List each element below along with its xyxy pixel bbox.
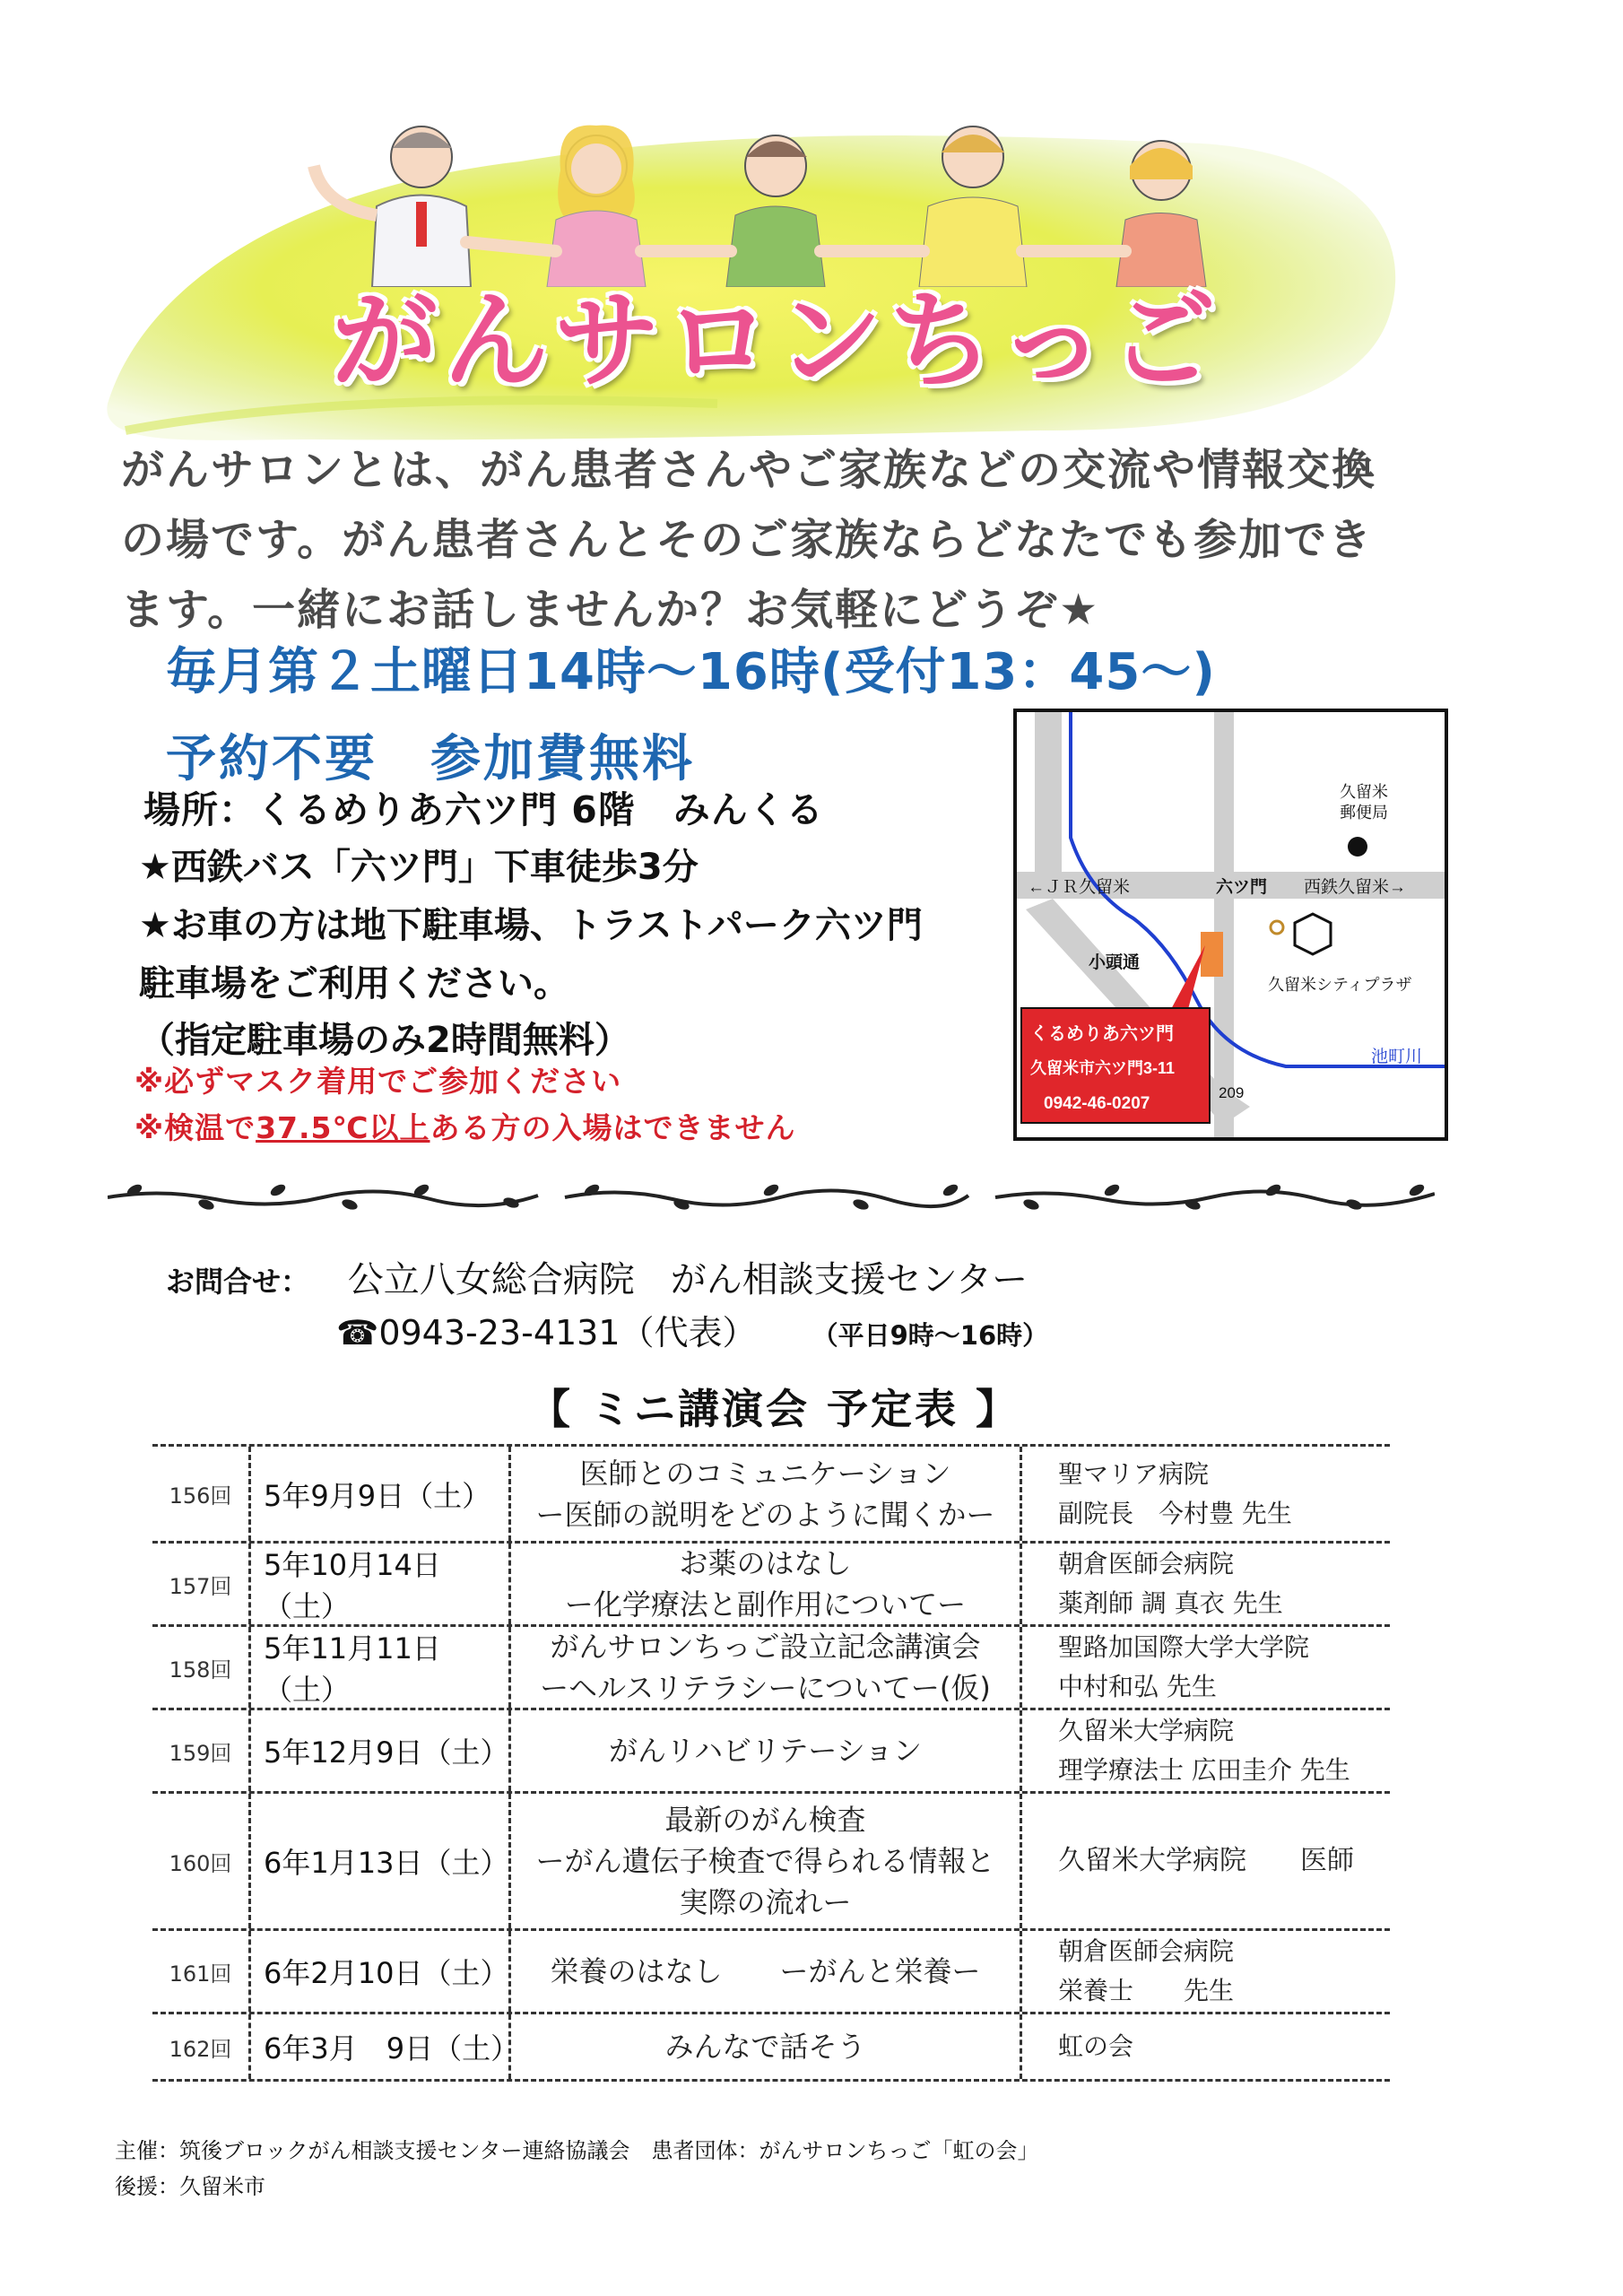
speaker-line: 久留米大学病院 医師 [1058, 1845, 1354, 1876]
lecture-speaker [1022, 1710, 1390, 1791]
mutsumon-label: 六ツ門 [1216, 878, 1268, 897]
lecture-number: 158回 [152, 1627, 251, 1708]
lecture-title [511, 1544, 1022, 1624]
city-plaza-label: 久留米シティプラザ [1268, 976, 1412, 994]
speaker-line: 中村和弘 先生 [1058, 1672, 1217, 1701]
post-office-label: 郵便局 [1340, 804, 1388, 822]
access-bus: ★西鉄バス「六ツ門」下車徒歩3分 [139, 847, 699, 888]
speaker-line: 聖マリア病院 [1058, 1458, 1210, 1489]
lecture-title-line: みんなで話そう [664, 2030, 866, 2064]
lecture-date: 5年9月9日（土） [251, 1447, 511, 1541]
map-drawing [1017, 712, 1445, 1137]
free-heading: 予約不要 参加費無料 [166, 730, 695, 788]
footer-host: 主催：筑後ブロックがん相談支援センター連絡協議会 患者団体：がんサロンちっご「虹の会」 [115, 2138, 1039, 2163]
city-plaza-marker [1295, 914, 1331, 954]
lecture-speaker [1022, 1931, 1390, 2012]
post-office-marker [1348, 837, 1367, 857]
lecture-title [511, 1627, 1022, 1708]
table-row [152, 1708, 1390, 1791]
temp-before: ※検温で [135, 1110, 256, 1145]
lecture-title [511, 1447, 1022, 1541]
venue-name: くるめりあ六ツ門 [1030, 1024, 1174, 1044]
nishitetsu-label: 西鉄久留米→ [1304, 878, 1407, 897]
lecture-title-line: 実際の流れー [679, 1885, 852, 1919]
lecture-title [511, 1931, 1022, 2012]
access-free-parking: （指定駐車場のみ2時間無料） [139, 1020, 630, 1061]
lecture-title [511, 1794, 1022, 1928]
speaker-line: 久留米大学病院 [1058, 1716, 1235, 1745]
temp-threshold: 37.5℃以上 [256, 1110, 430, 1145]
table-row [152, 1444, 1390, 1541]
contact-org: 公立八女総合病院 がん相談支援センター [347, 1259, 1028, 1300]
lecture-title-line: がんサロンちっご設立記念講演会 [550, 1630, 981, 1664]
contact-hours: （平日9時～16時） [812, 1320, 1049, 1351]
table-row [152, 2012, 1390, 2082]
lecture-speaker [1022, 1447, 1390, 1541]
speaker-line: 朝倉医師会病院 [1058, 1936, 1235, 1966]
lecture-title [511, 2014, 1022, 2079]
access-map [1013, 709, 1448, 1141]
lecture-date: 5年12月9日（土） [251, 1710, 511, 1791]
speaker-line: 薬剤師 調 真衣 先生 [1058, 1588, 1283, 1618]
lecture-number: 162回 [152, 2014, 251, 2079]
lecture-title-line: 栄養のはなし ーがんと栄養ー [550, 1954, 981, 1988]
contact-line [166, 1251, 1028, 1302]
kogashira-label: 小頭通 [1089, 953, 1141, 972]
lecture-speaker [1022, 1544, 1390, 1624]
temp-after: ある方の入場はできません [430, 1110, 796, 1145]
road-left [1035, 712, 1062, 872]
table-row [152, 1791, 1390, 1928]
contact-label: お問合せ： [166, 1265, 310, 1299]
intro-line: ます。一緒にお話しませんか？お気軽にどうぞ★ [121, 585, 1100, 635]
lecture-title [511, 1710, 1022, 1791]
post-office-label: 久留米 [1340, 783, 1388, 801]
venue-phone: 0942-46-0207 [1044, 1094, 1150, 1113]
temperature-warning [135, 1105, 795, 1147]
lecture-title-line: ー化学療法と副作用についてー [564, 1587, 967, 1622]
lecture-title-line: ー医師の説明をどのように聞くかー [535, 1497, 995, 1532]
access-parking: 駐車場をご利用ください。 [139, 963, 569, 1004]
river-label: 池町川 [1371, 1048, 1423, 1066]
lecture-title-line: ーヘルスリテラシーについてー(仮) [540, 1671, 991, 1705]
speaker-line: 理学療法士 広田圭介 先生 [1058, 1755, 1350, 1785]
vine-divider [108, 1170, 1435, 1224]
lecture-table [152, 1444, 1390, 2082]
speaker-line: 虹の会 [1058, 2031, 1134, 2061]
lecture-number: 156回 [152, 1447, 251, 1541]
lecture-date: 5年11月11日（土） [251, 1627, 511, 1708]
lecture-title-line: ーがん遺伝子検査で得られる情報と [535, 1844, 995, 1878]
contact-phone-line [336, 1305, 1048, 1354]
speaker-line: 聖路加国際大学大学院 [1058, 1632, 1310, 1662]
lecture-title-line: お薬のはなし [679, 1546, 852, 1580]
lecture-number: 159回 [152, 1710, 251, 1791]
road-vertical-main [1214, 712, 1234, 1137]
lecture-date: 5年10月14日（土） [251, 1544, 511, 1624]
footer-support: 後援：久留米市 [115, 2174, 265, 2199]
jr-label: ←ＪＲ久留米 [1028, 878, 1131, 897]
lecture-title-line: 医師とのコミュニケーション [579, 1456, 951, 1491]
table-row [152, 1928, 1390, 2012]
access-car: ★お車の方は地下駐車場、トラストパーク六ツ門 [139, 905, 923, 946]
intro-text [121, 435, 1466, 645]
venue-text: 場所：くるめりあ六ツ門 6階 みんくる [143, 788, 824, 831]
lecture-speaker [1022, 1794, 1390, 1928]
landmark-icon [1271, 921, 1283, 934]
lecture-title-line: 最新のがん検査 [664, 1803, 866, 1837]
lecture-number: 161回 [152, 1931, 251, 2012]
intro-line: がんサロンとは、がん患者さんやご家族などの交流や情報交換 [121, 445, 1377, 495]
venue-building [1201, 932, 1223, 977]
lecture-date: 6年1月13日（土） [251, 1794, 511, 1928]
lecture-date: 6年2月10日（土） [251, 1931, 511, 2012]
schedule-heading: 毎月第２土曜日14時～16時(受付13：45～) [166, 643, 1216, 701]
table-row [152, 1541, 1390, 1624]
lecture-speaker [1022, 2014, 1390, 2079]
mask-warning: ※必ずマスク着用でご参加ください [135, 1064, 622, 1099]
speaker-line: 副院長 今村豊 先生 [1058, 1498, 1292, 1528]
lecture-number: 160回 [152, 1794, 251, 1928]
contact-phone: ☎0943-23-4131（代表） [336, 1313, 757, 1352]
speaker-line: 朝倉医師会病院 [1058, 1549, 1235, 1578]
schedule-table-title: 【 ミニ講演会 予定表 】 [529, 1385, 1020, 1433]
venue-address: 久留米市六ツ門3-11 [1030, 1059, 1176, 1077]
lecture-date: 6年3月 9日（土） [251, 2014, 511, 2079]
route-label: 209 [1219, 1084, 1245, 1101]
lecture-speaker [1022, 1627, 1390, 1708]
lecture-number: 157回 [152, 1544, 251, 1624]
speaker-line: 栄養士 先生 [1058, 1976, 1235, 2005]
page-title: がんサロンちっご [332, 279, 1222, 403]
table-row [152, 1624, 1390, 1708]
lecture-title-line: がんリハビリテーション [608, 1734, 923, 1768]
intro-line: の場です。がん患者さんとそのご家族ならどなたでも参加でき [121, 515, 1374, 565]
